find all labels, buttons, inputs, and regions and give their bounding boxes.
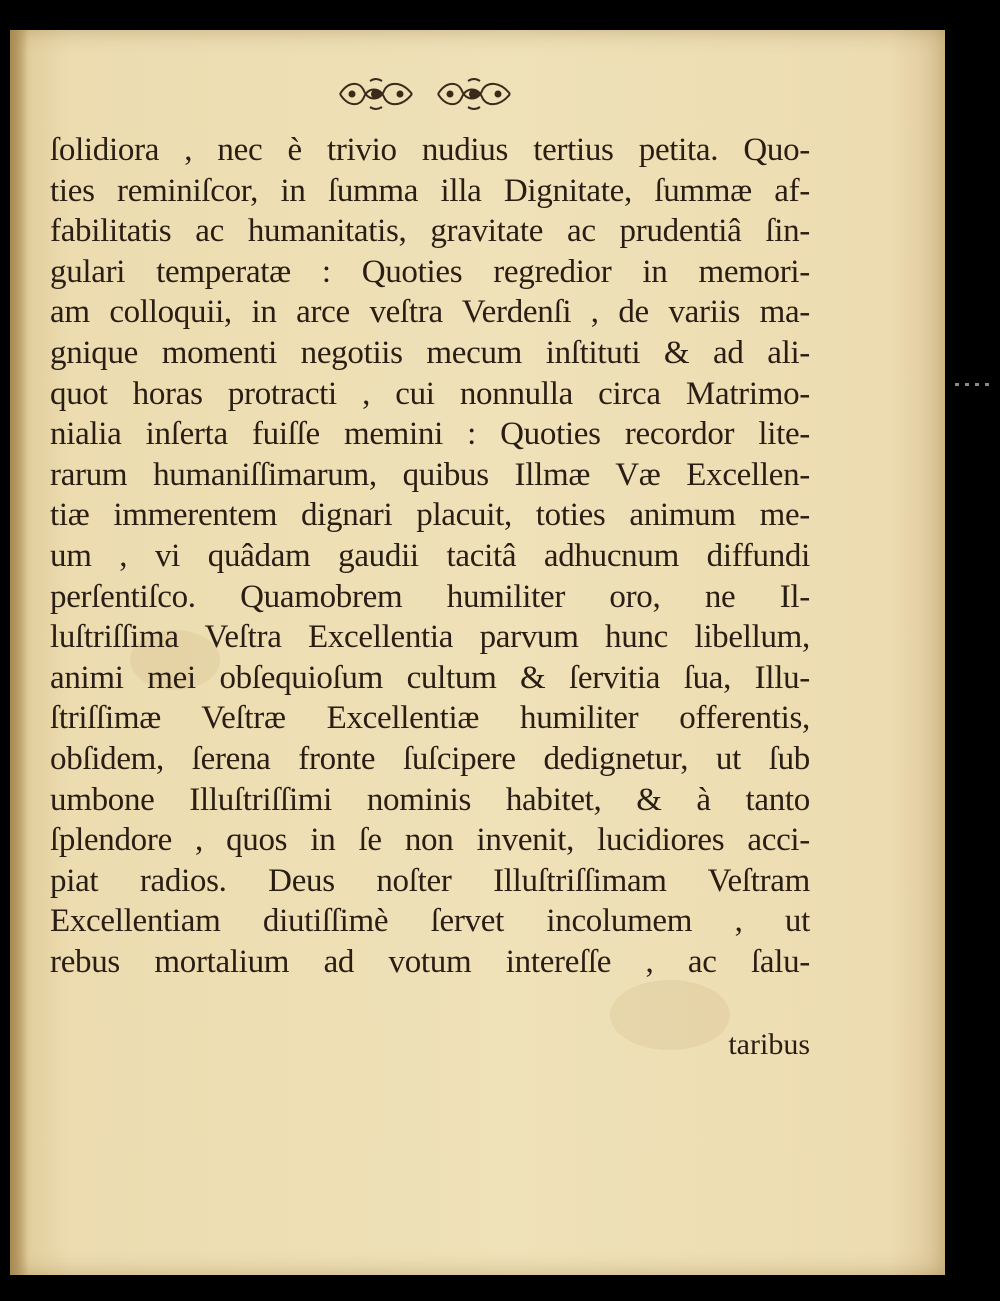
text-line: gnique momenti negotiis mecum inſtituti & ad ali- <box>50 334 810 371</box>
text-line: nialia inſerta fuiſſe memini : Quoties recordor lite- <box>50 416 810 453</box>
text-line: gulari temperatæ : Quoties regredior in memori- <box>50 253 810 290</box>
text-line: rebus mortalium ad votum intereſſe , ac ſalu- <box>50 943 810 980</box>
text-line: umbone Illuſtriſſimi nominis habitet, & à tanto <box>50 781 810 818</box>
text-line: ſplendore , quos in ſe non invenit, lucidiores acci- <box>50 822 810 859</box>
text-line: animi mei obſequioſum cultum & ſervitia ſua, Illu- <box>50 659 810 696</box>
page-gutter-shadow <box>10 30 28 1275</box>
body-text <box>50 130 810 982</box>
book-page <box>10 30 945 1275</box>
text-line: Excellentiam diutiſſimè ſervet incolumem , ut <box>50 903 810 940</box>
text-line: piat radios. Deus noſter Illuſtriſſimam Veſtram <box>50 862 810 899</box>
catchword: taribus <box>728 1028 810 1061</box>
text-line: fabilitatis ac humanitatis, gravitate ac prudentiâ ſin- <box>50 213 810 250</box>
text-line: luſtriſſima Veſtra Excellentia parvum hunc libellum, <box>50 619 810 656</box>
scan-edge-marks <box>955 378 995 390</box>
text-line: obſidem, ſerena fronte ſuſcipere dedignetur, ut ſub <box>50 740 810 777</box>
header-ornament <box>330 74 520 114</box>
text-line: rarum humaniſſimarum, quibus Illmæ Væ Excellen- <box>50 456 810 493</box>
fleuron-ornament-right-icon <box>434 77 514 111</box>
text-line: am colloquii, in arce veſtra Verdenſi , de variis ma- <box>50 294 810 331</box>
text-line: ſtriſſimæ Veſtræ Excellentiæ humiliter offerentis, <box>50 700 810 737</box>
fleuron-ornament-left-icon <box>336 77 416 111</box>
text-line: perſentiſco. Quamobrem humiliter oro, ne Il- <box>50 578 810 615</box>
text-line: ties reminiſcor, in ſumma illa Dignitate, ſummæ af- <box>50 172 810 209</box>
text-line: quot horas protracti , cui nonnulla circa Matrimo- <box>50 375 810 412</box>
text-line: tiæ immerentem dignari placuit, toties animum me- <box>50 497 810 534</box>
text-line: ſolidiora , nec è trivio nudius tertius petita. Quo- <box>50 132 810 168</box>
text-line: um , vi quâdam gaudii tacitâ adhucnum diffundi <box>50 537 810 574</box>
